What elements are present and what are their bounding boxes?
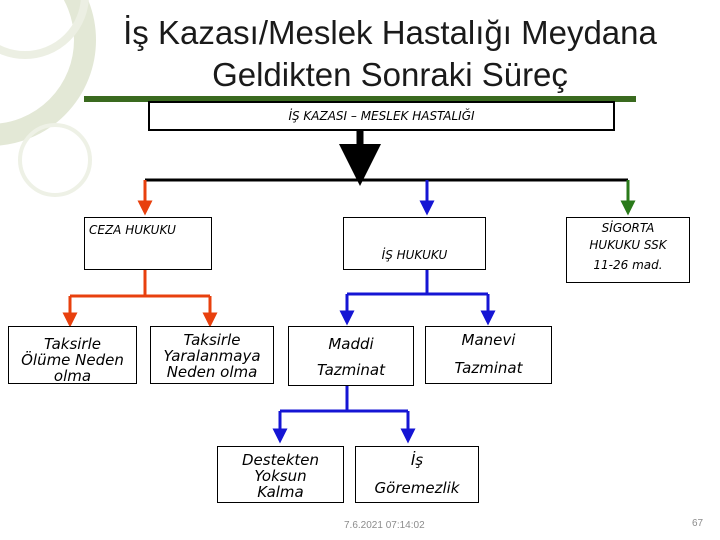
- sigorta-line-3: 11-26 mad.: [593, 258, 663, 272]
- maddi-line-1: Maddi: [328, 335, 374, 353]
- manevi-line-2: Tazminat: [454, 359, 523, 377]
- title-line-2: Geldikten Sonraki Süreç: [212, 56, 568, 93]
- destekten-yoksun-node: [217, 446, 344, 503]
- taksirle-olume-node: [8, 326, 137, 384]
- is-hukuku-node: [343, 217, 486, 270]
- slide-date: 7.6.2021 07:14:02: [344, 520, 425, 531]
- taksirle-yaralanma-line-1: Taksirle: [183, 331, 241, 349]
- is-goremezlik-line-1: İş: [410, 451, 424, 469]
- root-node: [148, 101, 615, 131]
- is-goremezlik-node: [355, 446, 479, 503]
- ceza-hukuku-label: CEZA HUKUKU: [89, 223, 176, 237]
- taksirle-yaralanma-line-3: Neden olma: [166, 363, 258, 381]
- sigorta-hukuku-node: [566, 217, 690, 283]
- manevi-tazminat-node: [425, 326, 552, 384]
- ceza-hukuku-node: [84, 217, 212, 270]
- maddi-tazminat-node: [288, 326, 414, 386]
- destekten-line-1: Destekten: [241, 451, 319, 469]
- destekten-line-2: Yoksun: [254, 467, 307, 485]
- taksirle-yaralanma-line-2: Yaralanmaya: [163, 347, 261, 365]
- taksirle-olume-line-3: olma: [53, 367, 92, 385]
- destekten-line-3: Kalma: [257, 483, 304, 501]
- taksirle-olume-line-1: Taksirle: [43, 335, 101, 353]
- sigorta-line-1: SİGORTA: [601, 221, 655, 235]
- manevi-line-1: Manevi: [461, 331, 516, 349]
- maddi-line-2: Tazminat: [316, 361, 385, 379]
- taksirle-yaralanma-node: [150, 326, 274, 384]
- title-line-1: İş Kazası/Meslek Hastalığı Meydana: [123, 14, 657, 51]
- is-hukuku-label: İŞ HUKUKU: [381, 248, 448, 262]
- root-label: İŞ KAZASI – MESLEK HASTALIĞI: [288, 109, 475, 123]
- sigorta-line-2: HUKUKU SSK: [589, 238, 667, 252]
- is-goremezlik-line-2: Göremezlik: [374, 479, 460, 497]
- page-number: 67: [692, 518, 704, 529]
- taksirle-olume-line-2: Ölüme Neden: [21, 351, 124, 369]
